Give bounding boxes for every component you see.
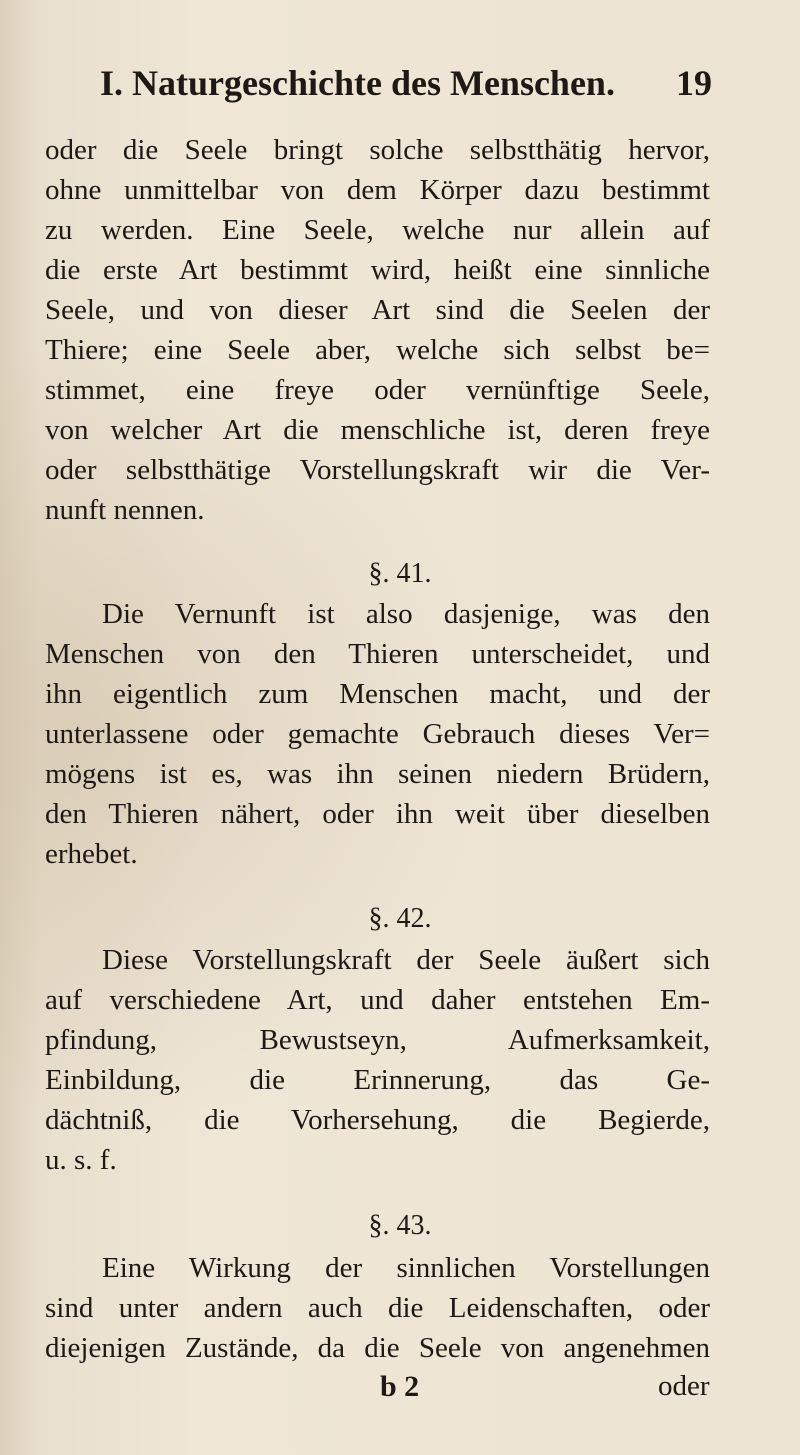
text-line: Diese Vorstellungskraft der Seele äußert sich	[102, 944, 710, 976]
catchword: oder	[658, 1370, 710, 1402]
text-line: Eine Wirkung der sinnlichen Vorstellungen	[102, 1252, 710, 1284]
section-heading-43: §. 43.	[368, 1210, 432, 1241]
text-line: nunft nennen.	[45, 494, 205, 526]
text-line: auf verschiedene Art, und daher entstehen Em-	[45, 984, 710, 1016]
text-line: zu werden. Eine Seele, welche nur allein auf	[45, 214, 710, 246]
running-header	[100, 62, 712, 104]
text-line: Thiere; eine Seele aber, welche sich selbst be=	[45, 334, 710, 366]
text-line: Seele, und von dieser Art sind die Seelen der	[45, 294, 710, 326]
text-line: oder selbstthätige Vorstellungskraft wir die Ver-	[45, 454, 710, 486]
text-line: sind unter andern auch die Leidenschaften, oder	[45, 1292, 710, 1324]
text-line: den Thieren nähert, oder ihn weit über dieselben	[45, 798, 710, 830]
signature-mark: b 2	[380, 1370, 420, 1403]
text-line: dächtniß, die Vorhersehung, die Begierde,	[45, 1104, 710, 1136]
text-line: erhebet.	[45, 838, 138, 870]
text-line: Die Vernunft ist also dasjenige, was den	[102, 598, 710, 630]
text-line: Menschen von den Thieren unterscheidet, und	[45, 638, 710, 670]
text-line: pfindung, Bewustseyn, Aufmerksamkeit,	[45, 1024, 710, 1056]
text-line: Einbildung, die Erinnerung, das Ge-	[45, 1064, 710, 1096]
text-line: von welcher Art die menschliche ist, deren freye	[45, 414, 710, 446]
text-line: stimmet, eine freye oder vernünftige Seele,	[45, 374, 710, 406]
text-line: unterlassene oder gemachte Gebrauch dieses Ver=	[45, 718, 710, 750]
text-line: ihn eigentlich zum Menschen macht, und der	[45, 678, 710, 710]
text-line: die erste Art bestimmt wird, heißt eine sinnliche	[45, 254, 710, 286]
text-line: oder die Seele bringt solche selbstthätig hervor,	[45, 134, 710, 166]
section-heading-42: §. 42.	[368, 903, 432, 934]
header-title: I. Naturgeschichte des Menschen.	[100, 63, 615, 103]
text-line: diejenigen Zustände, da die Seele von angenehmen	[45, 1332, 710, 1364]
text-line: u. s. f.	[45, 1144, 117, 1176]
section-heading-41: §. 41.	[368, 558, 432, 589]
text-line: ohne unmittelbar von dem Körper dazu bestimmt	[45, 174, 710, 206]
page-number: 19	[676, 63, 712, 103]
text-line: mögens ist es, was ihn seinen niedern Brüdern,	[45, 758, 710, 790]
